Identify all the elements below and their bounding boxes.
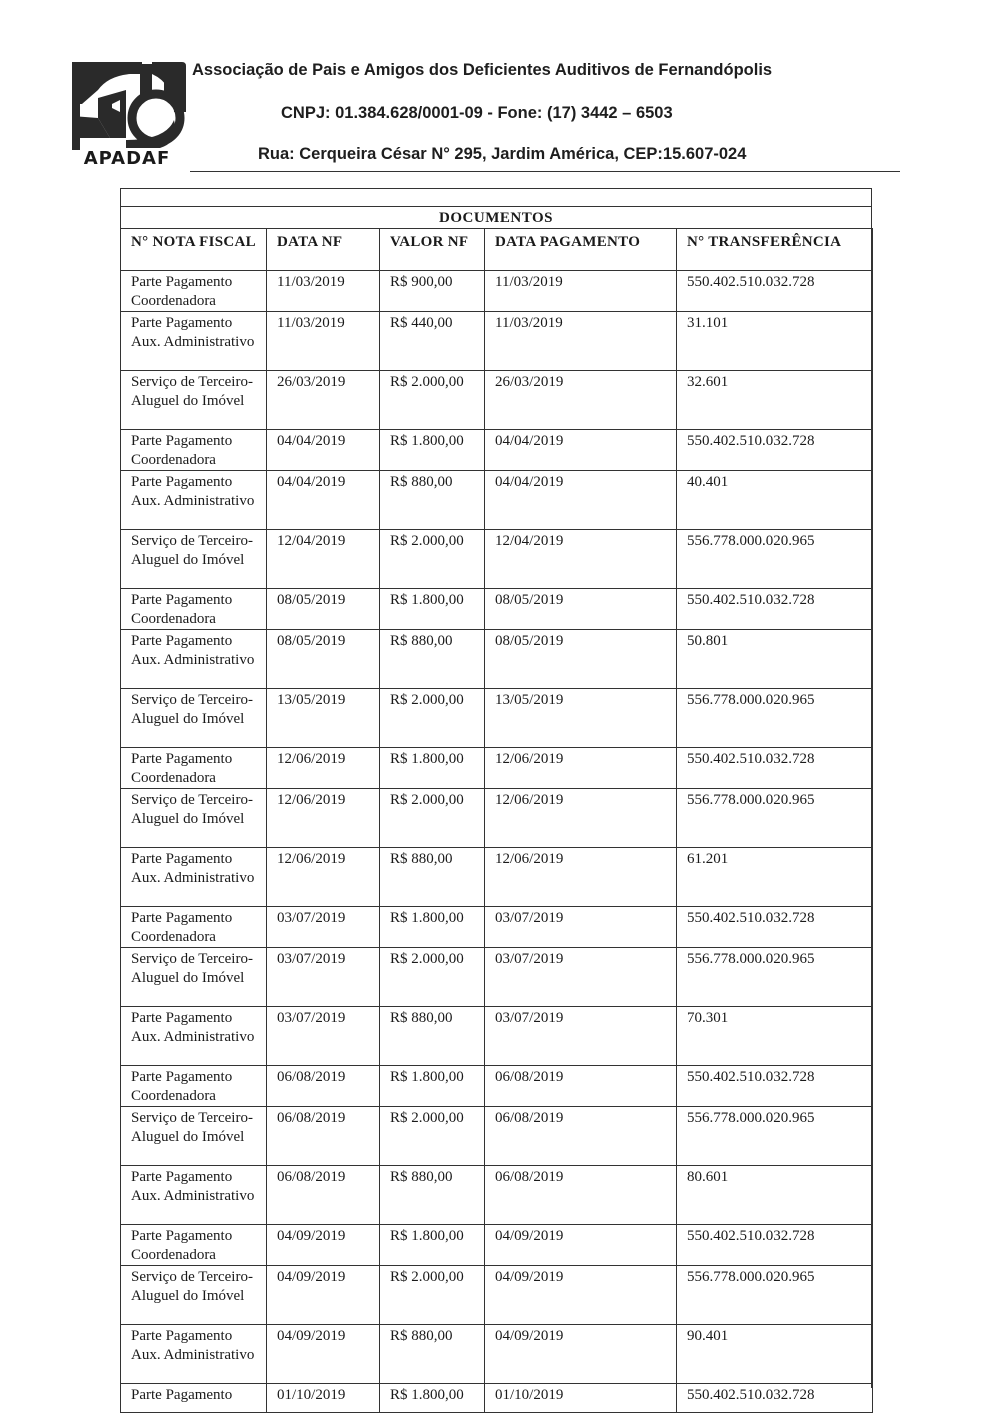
column-header-valor-nf: VALOR NF xyxy=(380,229,485,271)
cell-transferencia: 556.778.000.020.965 xyxy=(677,689,873,748)
table-row xyxy=(121,371,873,430)
apadaf-logo xyxy=(66,60,188,170)
cell-nota-fiscal: Serviço de Terceiro-Aluguel do Imóvel xyxy=(121,371,267,430)
table-row xyxy=(121,1166,873,1225)
table-row xyxy=(121,589,873,630)
cell-data-pagamento: 06/08/2019 xyxy=(485,1066,677,1107)
cell-data-pagamento: 12/06/2019 xyxy=(485,789,677,848)
cell-data-nf: 04/09/2019 xyxy=(267,1266,380,1325)
cell-data-nf: 13/05/2019 xyxy=(267,689,380,748)
cell-nota-fiscal: Parte Pagamento Aux. Administrativo xyxy=(121,312,267,371)
table-row xyxy=(121,1325,873,1384)
table-row xyxy=(121,1225,873,1266)
cell-data-nf: 06/08/2019 xyxy=(267,1107,380,1166)
address-line: Rua: Cerqueira César N° 295, Jardim América, CEP:15.607-024 xyxy=(258,145,747,163)
documents-table xyxy=(120,228,873,1413)
cell-valor-nf: R$ 1.800,00 xyxy=(380,589,485,630)
cell-transferencia: 550.402.510.032.728 xyxy=(677,748,873,789)
cell-data-nf: 08/05/2019 xyxy=(267,630,380,689)
cell-transferencia: 550.402.510.032.728 xyxy=(677,430,873,471)
cell-nota-fiscal: Parte Pagamento Coordenadora xyxy=(121,1066,267,1107)
table-row xyxy=(121,1384,873,1413)
cell-valor-nf: R$ 2.000,00 xyxy=(380,1266,485,1325)
cell-nota-fiscal: Parte Pagamento Aux. Administrativo xyxy=(121,1325,267,1384)
cell-data-pagamento: 03/07/2019 xyxy=(485,907,677,948)
cell-data-nf: 12/06/2019 xyxy=(267,789,380,848)
cell-data-pagamento: 06/08/2019 xyxy=(485,1166,677,1225)
cell-valor-nf: R$ 900,00 xyxy=(380,271,485,312)
cell-transferencia: 80.601 xyxy=(677,1166,873,1225)
cell-data-pagamento: 04/09/2019 xyxy=(485,1225,677,1266)
cell-data-pagamento: 01/10/2019 xyxy=(485,1384,677,1413)
cell-data-nf: 03/07/2019 xyxy=(267,907,380,948)
cell-valor-nf: R$ 880,00 xyxy=(380,1007,485,1066)
cell-nota-fiscal: Parte Pagamento Aux. Administrativo xyxy=(121,630,267,689)
cell-data-nf: 03/07/2019 xyxy=(267,948,380,1007)
cell-data-pagamento: 08/05/2019 xyxy=(485,589,677,630)
cell-nota-fiscal: Parte Pagamento Aux. Administrativo xyxy=(121,848,267,907)
cell-valor-nf: R$ 1.800,00 xyxy=(380,1066,485,1107)
cell-nota-fiscal: Parte Pagamento xyxy=(121,1384,267,1413)
cell-data-pagamento: 06/08/2019 xyxy=(485,1107,677,1166)
ear-logo-icon xyxy=(68,60,186,150)
cell-transferencia: 550.402.510.032.728 xyxy=(677,907,873,948)
cell-transferencia: 550.402.510.032.728 xyxy=(677,1066,873,1107)
cell-nota-fiscal: Parte Pagamento Aux. Administrativo xyxy=(121,1166,267,1225)
cell-data-pagamento: 04/04/2019 xyxy=(485,430,677,471)
cell-data-pagamento: 12/06/2019 xyxy=(485,848,677,907)
table-row xyxy=(121,530,873,589)
cell-data-pagamento: 13/05/2019 xyxy=(485,689,677,748)
cell-valor-nf: R$ 2.000,00 xyxy=(380,371,485,430)
cell-valor-nf: R$ 2.000,00 xyxy=(380,789,485,848)
cell-data-pagamento: 11/03/2019 xyxy=(485,312,677,371)
cell-nota-fiscal: Serviço de Terceiro-Aluguel do Imóvel xyxy=(121,689,267,748)
table-header-row xyxy=(121,229,873,271)
cell-transferencia: 556.778.000.020.965 xyxy=(677,948,873,1007)
cell-data-nf: 04/04/2019 xyxy=(267,430,380,471)
documents-title: DOCUMENTOS xyxy=(439,210,553,226)
cell-data-pagamento: 04/09/2019 xyxy=(485,1325,677,1384)
cell-transferencia: 90.401 xyxy=(677,1325,873,1384)
cell-nota-fiscal: Parte Pagamento Coordenadora xyxy=(121,430,267,471)
cell-transferencia: 556.778.000.020.965 xyxy=(677,1266,873,1325)
cell-transferencia: 31.101 xyxy=(677,312,873,371)
organization-name: Associação de Pais e Amigos dos Deficientes Auditivos de Fernandópolis xyxy=(192,61,773,79)
cell-nota-fiscal: Parte Pagamento Coordenadora xyxy=(121,907,267,948)
cell-transferencia: 550.402.510.032.728 xyxy=(677,1225,873,1266)
cell-valor-nf: R$ 1.800,00 xyxy=(380,430,485,471)
cell-data-pagamento: 12/04/2019 xyxy=(485,530,677,589)
table-row xyxy=(121,789,873,848)
cell-valor-nf: R$ 2.000,00 xyxy=(380,948,485,1007)
cell-nota-fiscal: Serviço de Terceiro-Aluguel do Imóvel xyxy=(121,789,267,848)
table-row xyxy=(121,271,873,312)
cell-data-pagamento: 03/07/2019 xyxy=(485,1007,677,1066)
logo-text: APADAF xyxy=(83,148,171,169)
table-row xyxy=(121,471,873,530)
cell-data-nf: 12/06/2019 xyxy=(267,848,380,907)
cell-data-nf: 11/03/2019 xyxy=(267,271,380,312)
cell-data-nf: 01/10/2019 xyxy=(267,1384,380,1413)
cell-data-nf: 11/03/2019 xyxy=(267,312,380,371)
cell-data-nf: 04/09/2019 xyxy=(267,1225,380,1266)
cell-data-nf: 26/03/2019 xyxy=(267,371,380,430)
column-header-transferencia: N° TRANSFERÊNCIA xyxy=(677,229,873,271)
cell-data-nf: 06/08/2019 xyxy=(267,1066,380,1107)
cell-data-pagamento: 04/09/2019 xyxy=(485,1266,677,1325)
cell-valor-nf: R$ 2.000,00 xyxy=(380,530,485,589)
table-row xyxy=(121,1007,873,1066)
cell-transferencia: 556.778.000.020.965 xyxy=(677,530,873,589)
cell-valor-nf: R$ 880,00 xyxy=(380,1325,485,1384)
table-row xyxy=(121,312,873,371)
cell-data-pagamento: 11/03/2019 xyxy=(485,271,677,312)
cell-transferencia: 40.401 xyxy=(677,471,873,530)
cell-nota-fiscal: Serviço de Terceiro-Aluguel do Imóvel xyxy=(121,1266,267,1325)
column-header-data-nf: DATA NF xyxy=(267,229,380,271)
cell-transferencia: 550.402.510.032.728 xyxy=(677,1384,873,1413)
frame-divider xyxy=(120,206,872,207)
cell-valor-nf: R$ 880,00 xyxy=(380,630,485,689)
cell-valor-nf: R$ 880,00 xyxy=(380,1166,485,1225)
cell-nota-fiscal: Serviço de Terceiro-Aluguel do Imóvel xyxy=(121,948,267,1007)
cell-valor-nf: R$ 880,00 xyxy=(380,471,485,530)
cell-data-pagamento: 08/05/2019 xyxy=(485,630,677,689)
cell-nota-fiscal: Parte Pagamento Aux. Administrativo xyxy=(121,1007,267,1066)
cell-valor-nf: R$ 1.800,00 xyxy=(380,907,485,948)
table-body xyxy=(121,271,873,1413)
cell-nota-fiscal: Parte Pagamento Coordenadora xyxy=(121,271,267,312)
cell-nota-fiscal: Parte Pagamento Coordenadora xyxy=(121,1225,267,1266)
cell-valor-nf: R$ 1.800,00 xyxy=(380,1384,485,1413)
table-row xyxy=(121,748,873,789)
cell-valor-nf: R$ 880,00 xyxy=(380,848,485,907)
table-row xyxy=(121,430,873,471)
cell-transferencia: 61.201 xyxy=(677,848,873,907)
cell-data-nf: 06/08/2019 xyxy=(267,1166,380,1225)
cell-transferencia: 556.778.000.020.965 xyxy=(677,1107,873,1166)
cell-nota-fiscal: Serviço de Terceiro-Aluguel do Imóvel xyxy=(121,530,267,589)
cell-transferencia: 50.801 xyxy=(677,630,873,689)
cell-transferencia: 556.778.000.020.965 xyxy=(677,789,873,848)
column-header-data-pagamento: DATA PAGAMENTO xyxy=(485,229,677,271)
cell-transferencia: 550.402.510.032.728 xyxy=(677,271,873,312)
cell-nota-fiscal: Parte Pagamento Coordenadora xyxy=(121,589,267,630)
cell-data-nf: 03/07/2019 xyxy=(267,1007,380,1066)
cell-data-pagamento: 12/06/2019 xyxy=(485,748,677,789)
cell-data-nf: 12/06/2019 xyxy=(267,748,380,789)
cell-data-nf: 08/05/2019 xyxy=(267,589,380,630)
table-row xyxy=(121,907,873,948)
table-row xyxy=(121,1066,873,1107)
cnpj-phone-line: CNPJ: 01.384.628/0001-09 - Fone: (17) 3442 – 6503 xyxy=(281,104,673,122)
table-row xyxy=(121,630,873,689)
cell-data-nf: 04/04/2019 xyxy=(267,471,380,530)
cell-valor-nf: R$ 2.000,00 xyxy=(380,689,485,748)
cell-transferencia: 70.301 xyxy=(677,1007,873,1066)
cell-valor-nf: R$ 1.800,00 xyxy=(380,1225,485,1266)
cell-data-pagamento: 26/03/2019 xyxy=(485,371,677,430)
cell-data-nf: 04/09/2019 xyxy=(267,1325,380,1384)
table-row xyxy=(121,848,873,907)
cell-data-pagamento: 04/04/2019 xyxy=(485,471,677,530)
cell-nota-fiscal: Serviço de Terceiro-Aluguel do Imóvel xyxy=(121,1107,267,1166)
table-row xyxy=(121,1107,873,1166)
cell-data-nf: 12/04/2019 xyxy=(267,530,380,589)
cell-nota-fiscal: Parte Pagamento Aux. Administrativo xyxy=(121,471,267,530)
cell-valor-nf: R$ 2.000,00 xyxy=(380,1107,485,1166)
cell-valor-nf: R$ 440,00 xyxy=(380,312,485,371)
cell-data-pagamento: 03/07/2019 xyxy=(485,948,677,1007)
cell-valor-nf: R$ 1.800,00 xyxy=(380,748,485,789)
column-header-nota-fiscal: N° NOTA FISCAL xyxy=(121,229,267,271)
table-row xyxy=(121,1266,873,1325)
table-row xyxy=(121,948,873,1007)
cell-transferencia: 32.601 xyxy=(677,371,873,430)
table-row xyxy=(121,689,873,748)
header-divider xyxy=(190,171,900,172)
cell-nota-fiscal: Parte Pagamento Coordenadora xyxy=(121,748,267,789)
cell-transferencia: 550.402.510.032.728 xyxy=(677,589,873,630)
